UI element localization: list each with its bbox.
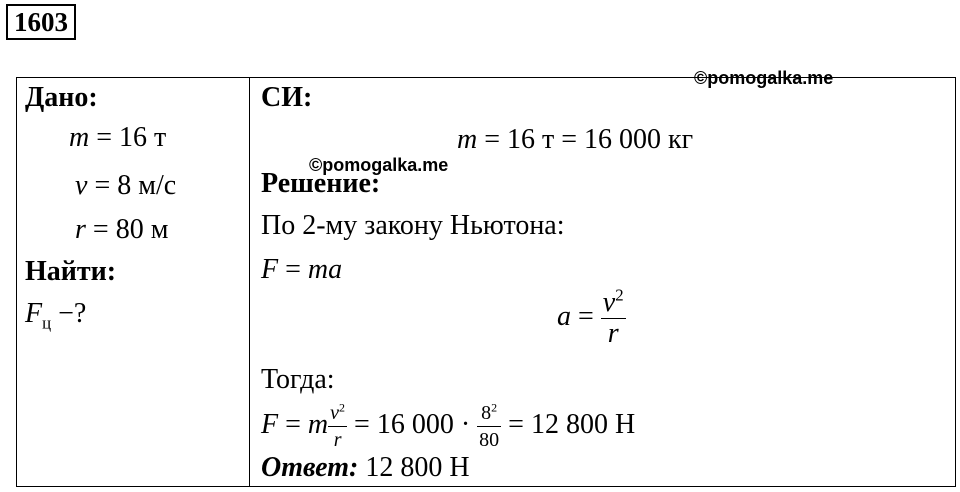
answer-line <box>261 452 470 484</box>
find-item: $F_ц$ −? <box>25 298 87 333</box>
si-heading: СИ: <box>261 82 313 113</box>
given-mass: m = 16 т <box>69 122 167 153</box>
watermark: ©pomogalka.me <box>694 68 834 88</box>
formula-acceleration: a = $\frac{v^2}{r}$ <box>557 285 624 349</box>
given-heading: Дано: <box>25 82 98 113</box>
solution-then: Тогда: <box>261 364 335 395</box>
find-heading: Найти: <box>25 256 117 287</box>
solution-intro: По 2-му закону Ньютона: <box>261 210 565 241</box>
column-divider <box>249 78 250 486</box>
problem-number: 1603 <box>6 4 76 40</box>
watermark: ©pomogalka.me <box>309 155 449 175</box>
formula-newton: F = ma <box>261 254 343 285</box>
given-radius: r = 80 м <box>75 214 169 245</box>
solution-heading: Решение: <box>261 168 381 199</box>
formula-force: F = m $\frac{v^2}{r}$ = 16 000 · $\frac{8^2}{80}$ = 12 800 Н <box>261 400 636 451</box>
answer-value: 12 800 Н <box>365 452 470 483</box>
solution-table <box>16 77 956 487</box>
si-conversion: m = 16 т = 16 000 кг <box>457 124 694 155</box>
answer-label: Ответ: <box>261 452 359 483</box>
given-speed: v = 8 м/с <box>75 170 177 201</box>
